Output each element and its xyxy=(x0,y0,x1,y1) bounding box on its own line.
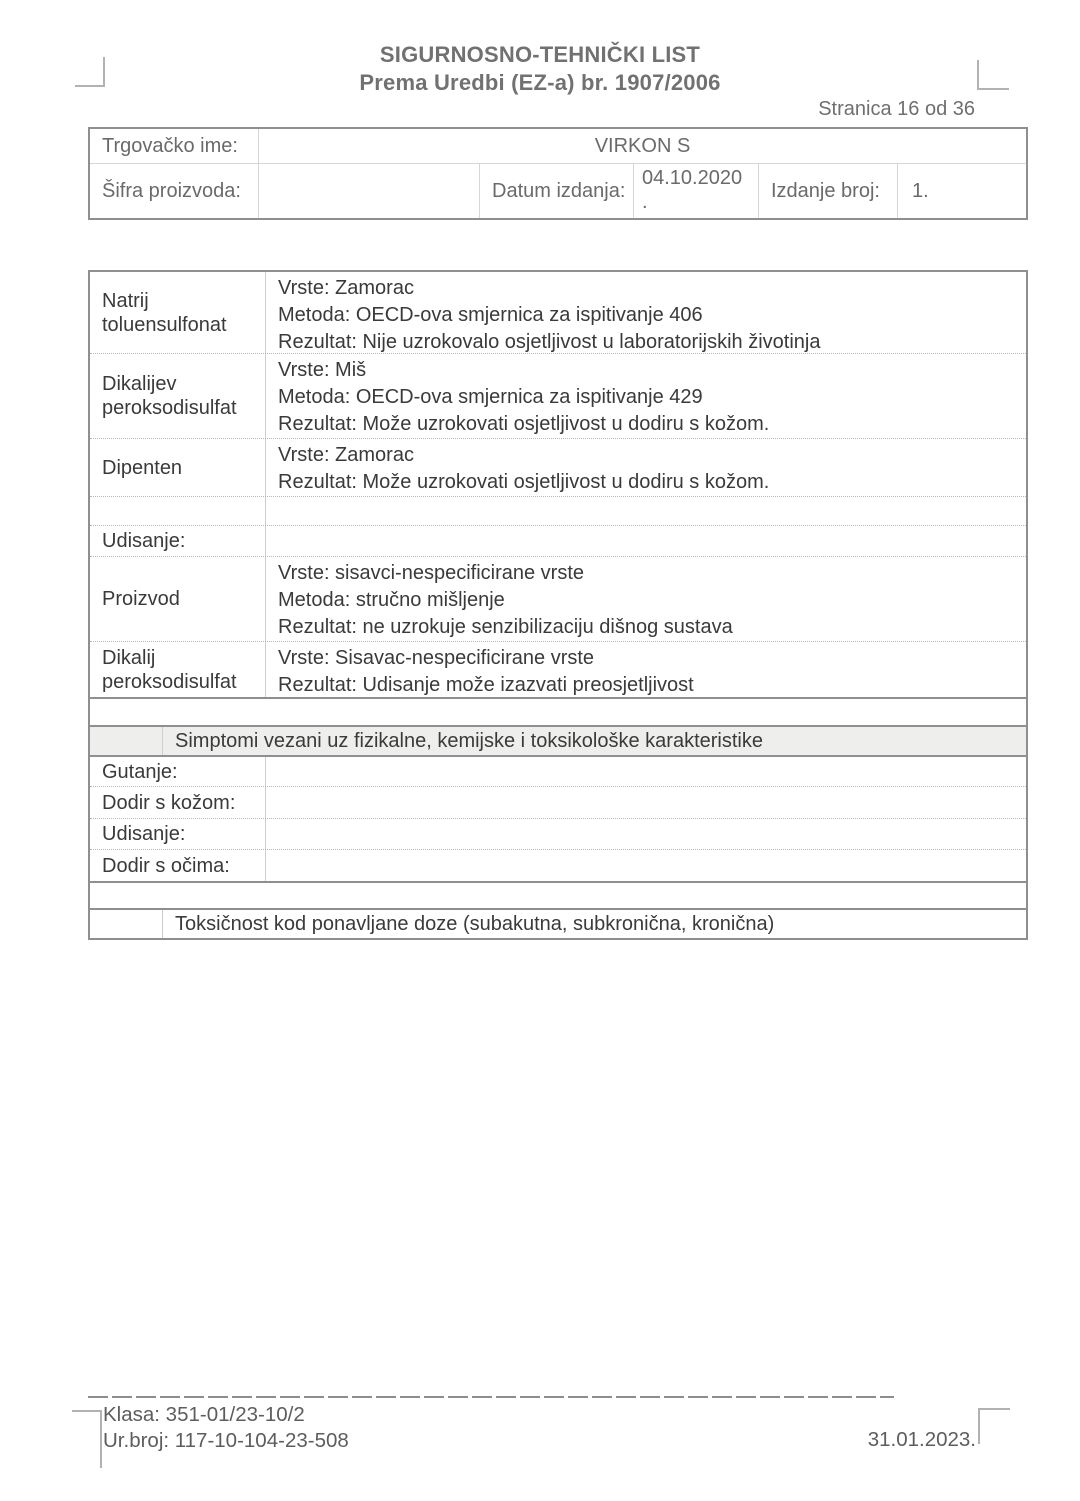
table-row xyxy=(90,556,1026,641)
product-code-label: Šifra proizvoda: xyxy=(102,179,241,202)
row-content xyxy=(266,439,1026,496)
trade-name-label: Trgovačko ime: xyxy=(102,134,238,157)
page-indicator: Stranica 16 od 36 xyxy=(818,98,975,120)
spacer-row xyxy=(90,697,1026,725)
issue-number-value: 1. xyxy=(897,164,1026,218)
content-line: Rezultat: Može uzrokovati osjetljivost u dodiru s kožom. xyxy=(278,413,770,435)
issue-number-label: Izdanje broj: xyxy=(758,164,897,218)
section-header-symptoms xyxy=(90,725,1026,755)
table-row xyxy=(90,525,1026,556)
row-label: Natrij toluensulfonat xyxy=(90,272,266,353)
section-header-repeated-dose xyxy=(90,908,1026,938)
table-row xyxy=(90,353,1026,438)
content-line: Vrste: Miš xyxy=(278,359,367,381)
content-line: Rezultat: Može uzrokovati osjetljivost u dodiru s kožom. xyxy=(278,471,770,493)
row-content xyxy=(266,272,1026,353)
product-code-value xyxy=(258,164,479,218)
content-line: Metoda: stručno mišljenje xyxy=(278,589,505,611)
footer-separator xyxy=(88,1396,894,1398)
row-content xyxy=(266,757,1026,786)
info-table xyxy=(88,127,1028,220)
row-label: Dikalijev peroksodisulfat xyxy=(90,354,266,438)
symptom-row-label: Gutanje: xyxy=(90,757,266,786)
row-label: Udisanje: xyxy=(90,526,266,556)
table-row xyxy=(90,755,1026,786)
content-line: Rezultat: Nije uzrokovalo osjetljivost u laboratorijskih životinja xyxy=(278,331,821,353)
table-row xyxy=(90,163,1026,218)
crop-mark-bottom-left-icon xyxy=(72,1410,102,1468)
table-row xyxy=(90,272,1026,353)
row-content xyxy=(266,787,1026,818)
table-row xyxy=(90,438,1026,496)
row-content xyxy=(266,850,1026,881)
symptom-row-label: Dodir s kožom: xyxy=(90,787,266,818)
content-line: Vrste: sisavci-nespecificirane vrste xyxy=(278,562,585,584)
table-row xyxy=(90,849,1026,881)
issue-date-value xyxy=(633,164,758,218)
content-line: Metoda: OECD-ova smjernica za ispitivanje 406 xyxy=(278,304,703,326)
row-content xyxy=(266,819,1026,849)
crop-mark-bottom-right-icon xyxy=(978,1408,1010,1444)
table-row xyxy=(90,818,1026,849)
row-label: Dikalij peroksodisulfat xyxy=(90,642,266,697)
table-row xyxy=(90,496,1026,525)
section-header-narrow-cell xyxy=(90,727,163,755)
row-label: Dipenten xyxy=(90,439,266,496)
document-header xyxy=(0,41,1080,97)
document-title: SIGURNOSNO-TEHNIČKI LIST xyxy=(379,42,701,67)
content-line: Vrste: Sisavac-nespecificirane vrste xyxy=(278,647,595,669)
symptom-row-label: Udisanje: xyxy=(90,819,266,849)
issue-date-line1: 04.10.2020 xyxy=(642,167,743,189)
content-line: Rezultat: Udisanje može izazvati preosjetljivost xyxy=(278,674,694,696)
row-content xyxy=(266,354,1026,438)
table-row xyxy=(90,786,1026,818)
document-subtitle: Prema Uredbi (EZ-a) br. 1907/2006 xyxy=(359,70,721,95)
footer-klasa: Klasa: 351-01/23-10/2 xyxy=(103,1403,305,1426)
row-label: Proizvod xyxy=(90,557,266,641)
footer-date: 31.01.2023. xyxy=(867,1428,976,1451)
spacer-row xyxy=(90,881,1026,908)
row-content xyxy=(266,526,1026,556)
content-line: Rezultat: ne uzrokuje senzibilizaciju dišnog sustava xyxy=(278,616,733,638)
footer-urbroj: Ur.broj: 117-10-104-23-508 xyxy=(103,1429,349,1452)
content-line: Vrste: Zamorac xyxy=(278,444,414,466)
issue-date-label: Datum izdanja: xyxy=(479,164,633,218)
footer xyxy=(103,1402,349,1454)
section-header-title: Simptomi vezani uz fizikalne, kemijske i toksikološke karakteristike xyxy=(163,727,1026,755)
row-content xyxy=(266,497,1026,525)
section-header-narrow-cell xyxy=(90,910,163,938)
row-label xyxy=(90,497,266,525)
content-line: Metoda: OECD-ova smjernica za ispitivanje 429 xyxy=(278,386,703,408)
trade-name-value: VIRKON S xyxy=(258,129,1026,163)
content-line: Vrste: Zamorac xyxy=(278,277,414,299)
symptom-row-label: Dodir s očima: xyxy=(90,850,266,881)
table-row xyxy=(90,641,1026,697)
issue-date-line2: . xyxy=(642,191,648,213)
table-row xyxy=(90,129,1026,163)
section-header-title: Toksičnost kod ponavljane doze (subakutna, subkronična, kronična) xyxy=(175,912,775,935)
row-content xyxy=(266,642,1026,697)
toxicology-table xyxy=(88,270,1028,940)
row-content xyxy=(266,557,1026,641)
